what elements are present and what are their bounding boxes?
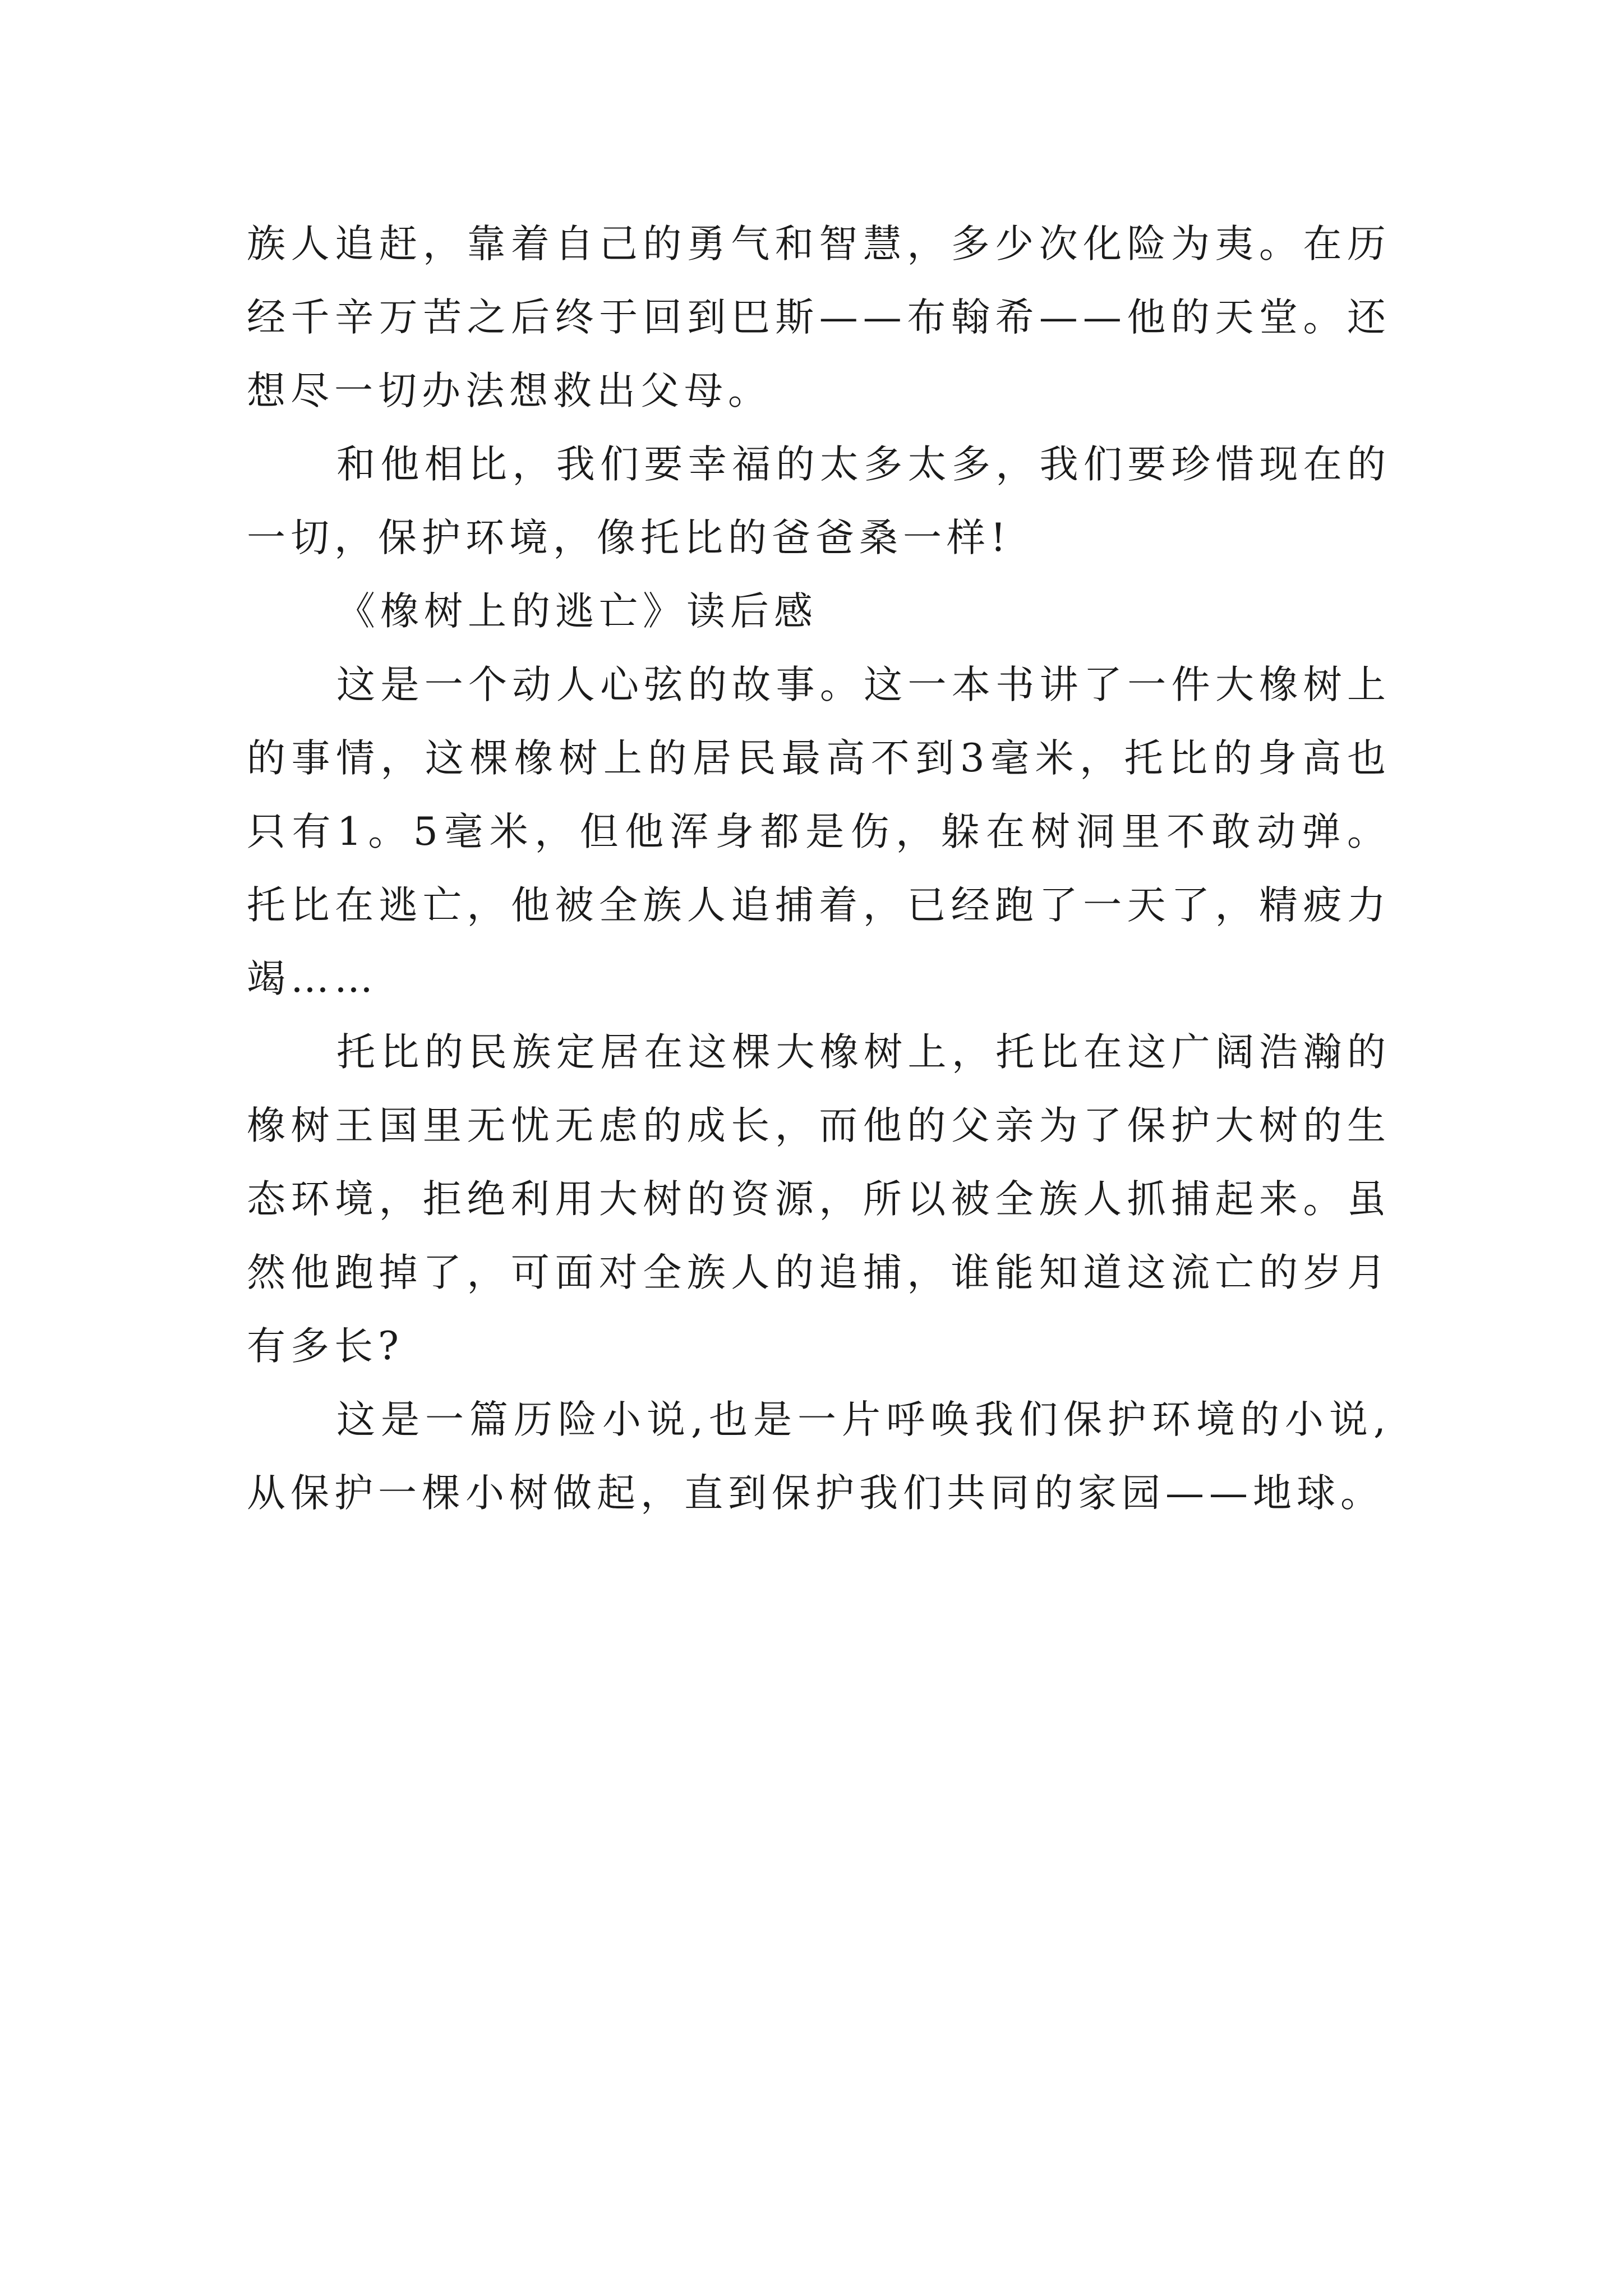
essay-title: 《橡树上的逃亡》读后感 bbox=[336, 589, 818, 634]
paragraph-intro: 这是一个动人心弦的故事。这一本书讲了一件大橡树上的事情，这棵橡树上的居民最高不到3毫米，托比的身高也只有1。5毫米，但他浑身都是伤，躲在树洞里不敢动弹。托比在逃亡，他被全族人追捕着，已经跑了一天了，精疲力竭…… bbox=[247, 662, 1391, 1001]
paragraph-conclusion: 和他相比，我们要幸福的太多太多，我们要珍惜现在的一切，保护环境，像托比的爸爸桑一样! bbox=[247, 442, 1391, 560]
paragraph-continuation: 族人追赶，靠着自己的勇气和智慧，多少次化险为夷。在历经千辛万苦之后终于回到巴斯——布翰希——他的天堂。还想尽一切办法想救出父母。 bbox=[247, 222, 1391, 413]
document-body bbox=[247, 208, 1391, 1530]
paragraph-summary: 这是一篇历险小说,也是一片呼唤我们保护环境的小说,从保护一棵小树做起，直到保护我们共同的家园——地球。 bbox=[247, 1397, 1391, 1516]
paragraph-background: 托比的民族定居在这棵大橡树上，托比在这广阔浩瀚的橡树王国里无忧无虑的成长，而他的父亲为了保护大树的生态环境，拒绝利用大树的资源，所以被全族人抓捕起来。虽然他跑掉了，可面对全族人的追捕，谁能知道这流亡的岁月有多长? bbox=[247, 1030, 1391, 1369]
